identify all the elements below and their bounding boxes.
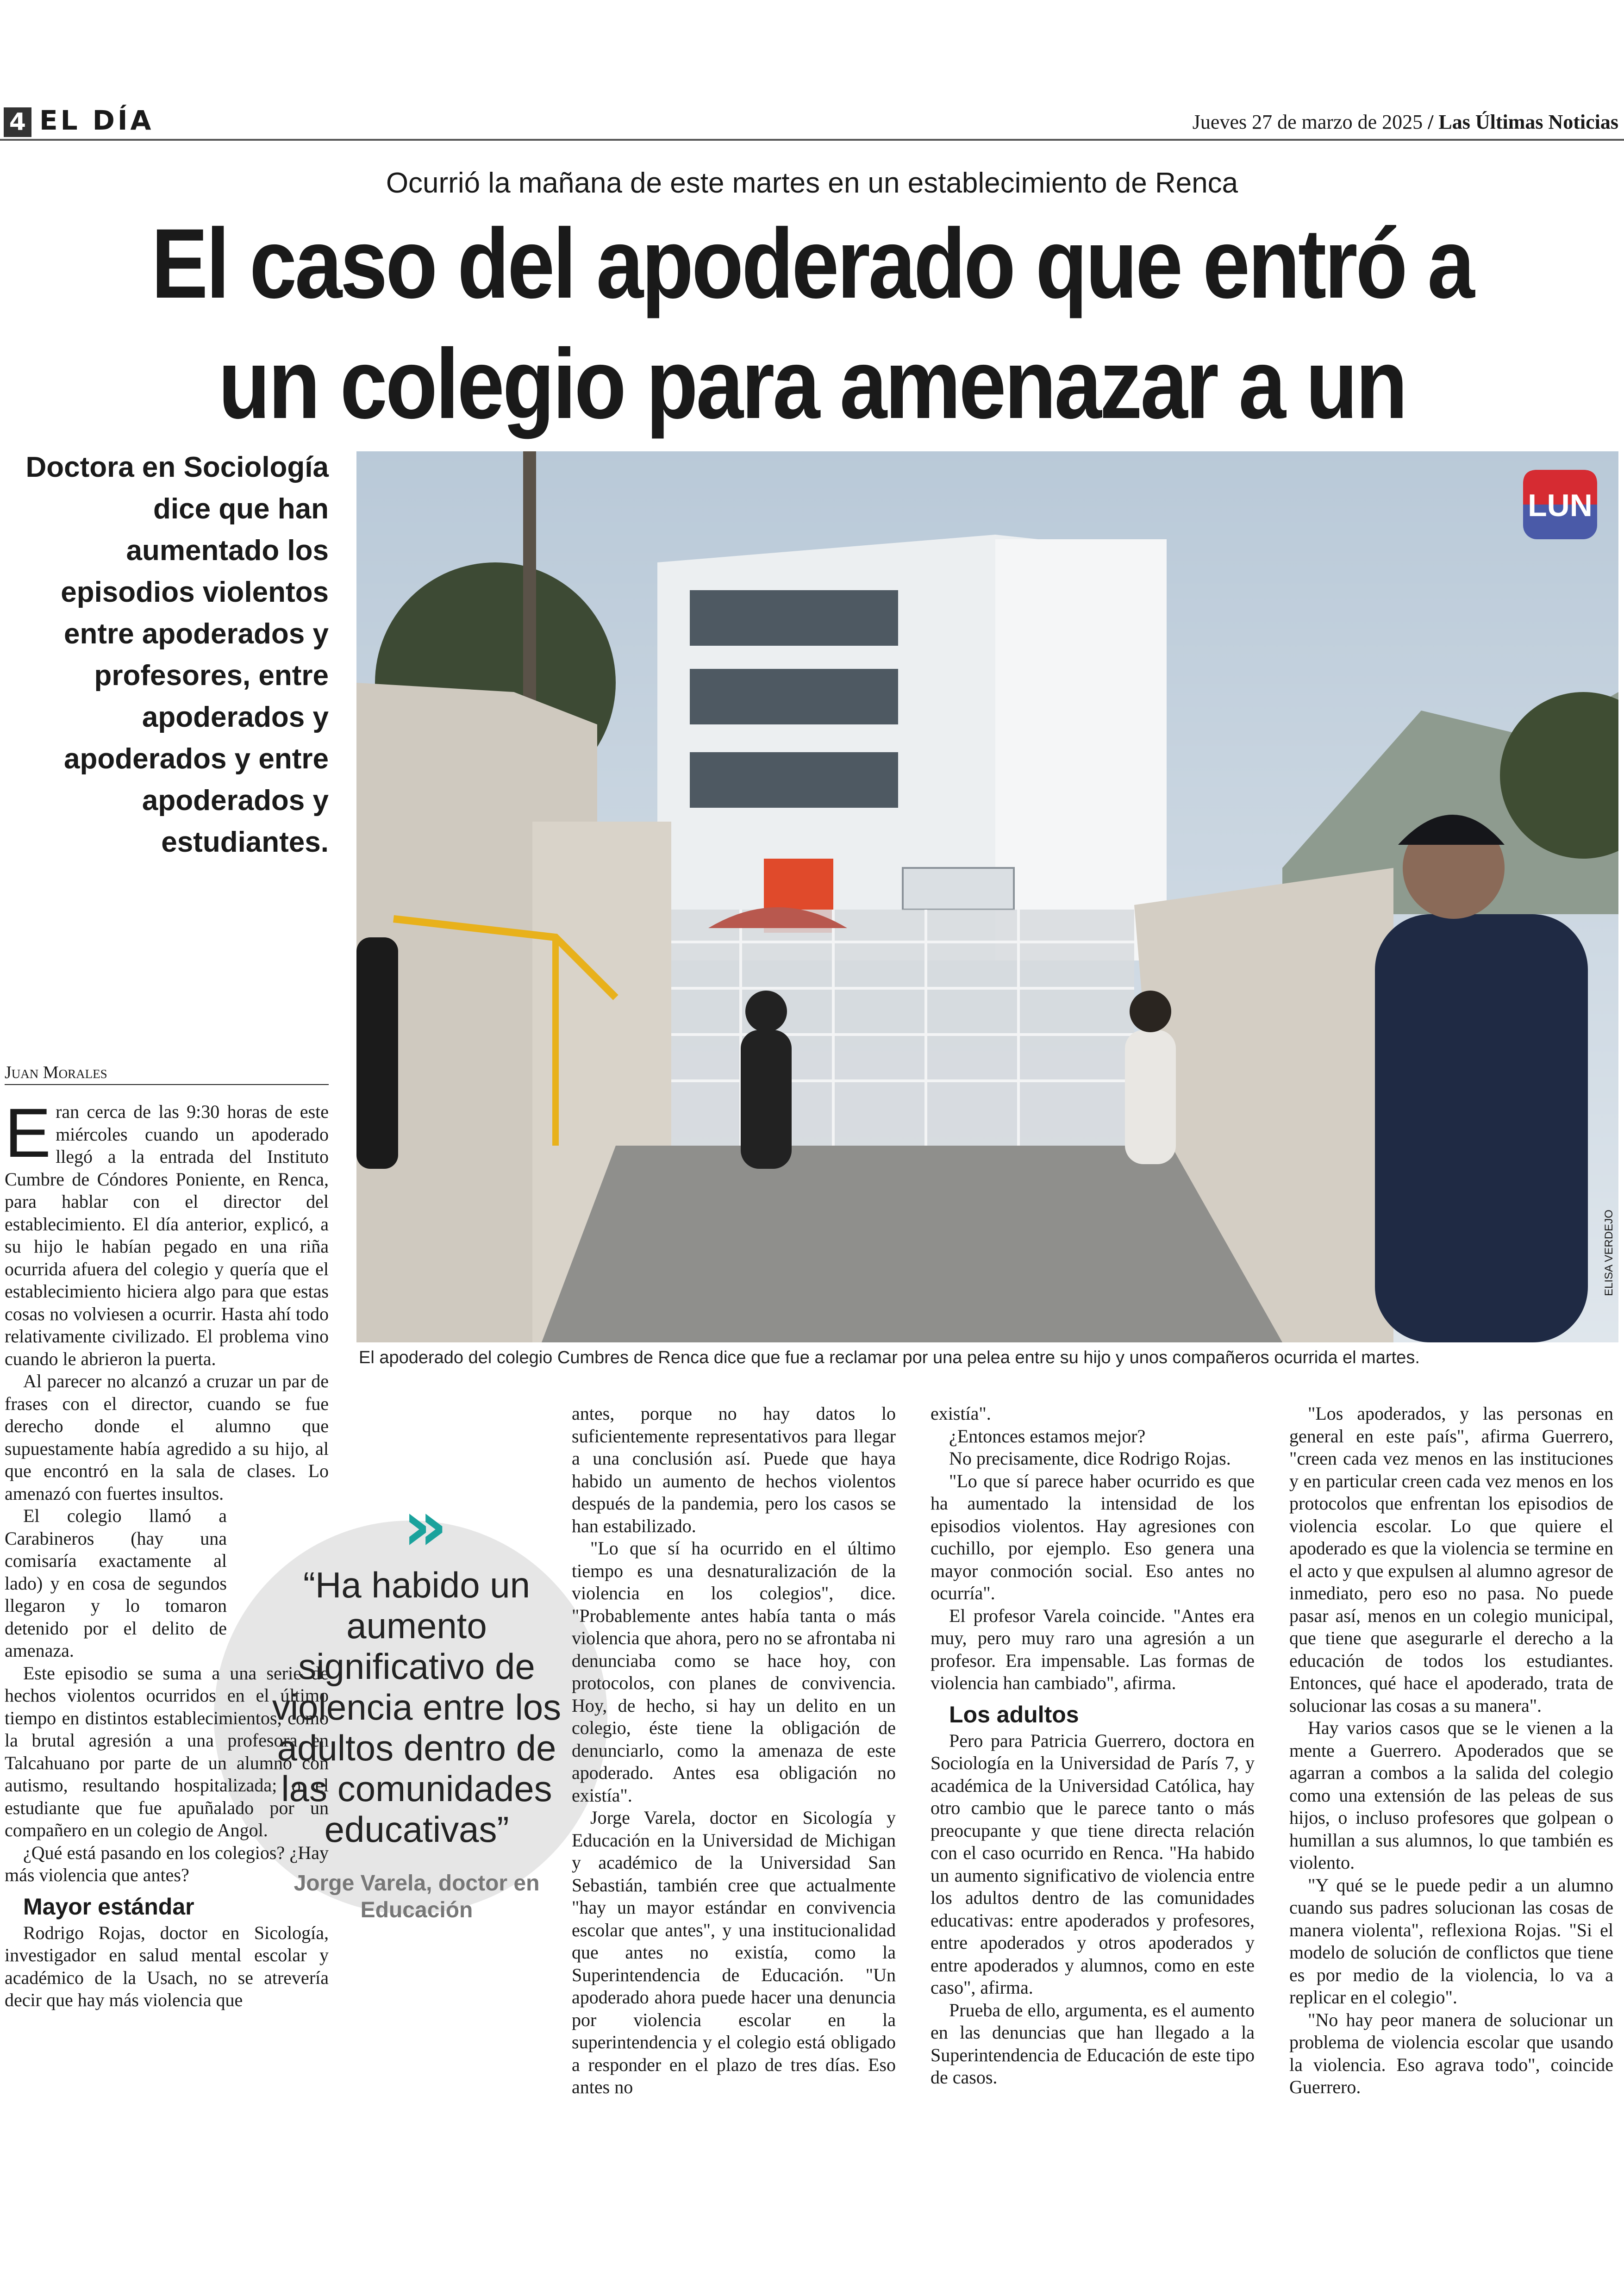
paragraph: Jorge Varela, doctor en Sicología y Educación en la Universidad de Michigan y académico de la Universidad San Sebastián, también cree que actualmente "hay un mayor estándar en convivencia escolar que antes", y una institucionalidad que antes no existía, como la Superintendencia de Educación. "Un apoderado ahora puede hacer una denuncia por violencia escolar en la superintendencia y el colegio está obligado a responder en el plazo de tres días. Eso antes no xyxy=(572,1807,896,2097)
paragraph: "Los apoderados, y las personas en general en este país", afirma Guerrero, "creen cada vez menos en las instituciones y en particular creen cada vez menos en los protocolos que enfrentan los episodios de violencia escolar. Lo que quiere el apoderado es que la violencia se termine en el acto y que expulsen al alumno agresor de inmediato, pero eso no pasa. No puede pasar así, menos en un colegio municipal, que tiene que asegurarle el derecho a la educación de todos los estudiantes. Entonces, qué hace el apoderado, trata de solucionar las cosas a su manera". xyxy=(1289,1403,1613,1716)
kicker: Ocurrió la mañana de este martes en un establecimiento de Renca xyxy=(386,167,1238,199)
lun-logo xyxy=(1523,470,1597,539)
dropcap: E xyxy=(5,1094,51,1172)
byline: Juan Morales xyxy=(5,1063,107,1082)
column-2 xyxy=(572,1403,896,2099)
pullquote-text: “Ha habido un aumento significativo de violencia entre los adultos dentro de las comunidades educativas” xyxy=(272,1565,562,1850)
date: Jueves 27 de marzo de 2025 xyxy=(1192,111,1423,133)
pullquote-author: Jorge Varela, doctor en Educación xyxy=(294,1871,540,1922)
byline-rule xyxy=(5,1084,329,1085)
paragraph: ¿Entonces estamos mejor? xyxy=(949,1425,1146,1447)
paragraph: No precisamente, dice Rodrigo Rojas. xyxy=(949,1448,1231,1469)
column-4 xyxy=(1289,1403,1613,2099)
paragraph: Pero para Patricia Guerrero, doctora en Sociología en la Universidad de París 7, y académica de la Universidad Católica, hay otro cambio que le parece tanto o más preocupante y que tiene directa relación con el caso ocurrido en Renca. "Ha habido un aumento significativo de violencia entre los adultos dentro de las comunidades educativas: entre apoderados y profesores, entre apoderados y otros apoderados y entre apoderados y alumnos, como en este caso", afirma. xyxy=(931,1730,1255,1998)
paragraph: antes, porque no hay datos lo suficientemente representativos para llegar a una conclusión así. Puede que haya habido un aumento de hechos violentos después de la pandemia, pero los casos se han estabilizado. xyxy=(572,1403,896,1536)
paragraph: Prueba de ello, argumenta, es el aumento en las denuncias que han llegado a la Superintendencia de Educación de este tipo de casos. xyxy=(931,1999,1255,2088)
headline: El caso del apoderado que entró a un colegio para amenazar a un xyxy=(151,208,1473,439)
photo-credit: ELISA VERDEJO xyxy=(1603,1210,1615,1296)
paragraph: Eran cerca de las 9:30 horas de este miércoles cuando un apoderado llegó a la entrada del Instituto Cumbre de Cóndores Poniente, en Renca, para hablar con el director del establecimiento. El día anterior, explicó, a su hijo le habían pegado en una riña ocurrida afuera del colegio y quería que el establecimiento hiciera algo para que estas cosas no volviesen a ocurrir. Hasta ahí todo relativamente civilizado. El problema vino cuando le abrieron la puerta. xyxy=(5,1094,329,1369)
paragraph: Este episodio se suma a una serie de hechos violentos ocurridos en el último tiempo en distintos establecimientos, como la brutal agresión a una profesora en Talcahuano por parte de un alumno con autismo, resultando hospitalizada; o el estudiante que fue apuñalado por un compañero en un colegio de Angol. xyxy=(5,1662,329,1840)
school-entrance-illustration xyxy=(356,451,1618,1342)
paragraph: existía". xyxy=(931,1403,991,1424)
subheading: Los adultos xyxy=(949,1701,1079,1727)
deck: Doctora en Sociología dice que han aumentado los episodios violentos entre apoderados y profesores, entre apoderados y apoderados y entre apoderados y estudiantes. xyxy=(25,451,329,858)
section-title: EL DÍA xyxy=(39,105,154,136)
paragraph: "Lo que sí parece haber ocurrido es que ha aumentado la intensidad de los episodios violentos. Hay agresiones con cuchillo, por ejemplo. Eso genera una mayor conmoción social. Eso antes no ocurría". xyxy=(931,1470,1255,1603)
logo-text: LUN xyxy=(1528,488,1593,523)
photo-caption: El apoderado del colegio Cumbres de Renca dice que fue a reclamar por una pelea entre su hijo y unos compañeros ocurrida el martes. xyxy=(359,1348,1420,1367)
dateline: Jueves 27 de marzo de 2025 / Las Últimas Noticias xyxy=(1192,111,1618,133)
paragraph: ¿Qué está pasando en los colegios? ¿Hay más violencia que antes? xyxy=(5,1842,329,1885)
column-3 xyxy=(931,1403,1255,2089)
paragraph: El profesor Varela coincide. "Antes era muy, pero muy raro una agresión a un profesor. Era impensable. Las formas de violencia han cambiado", afirma. xyxy=(931,1605,1255,1693)
article-photo xyxy=(356,451,1618,1342)
paragraph: El colegio llamó a Carabineros (hay una comisaría exactamente al lado) y en cosa de segundos llegaron y lo tomaron detenido por el delito de amenaza. xyxy=(5,1505,227,1661)
paragraph: "Lo que sí ha ocurrido en el último tiempo es una desnaturalización de la violencia en los colegios", dice. "Probablemente antes había tanta o más violencia que ahora, pero no se afrontaba ni denunciaba como se hace hoy, con protocolos, con planes de convivencia. Hoy, de hecho, si hay un delito en un colegio, éste tiene la obligación de denunciarlo, como la amenaza de este apoderado. Antes esa obligación no existía". xyxy=(572,1538,896,1806)
paragraph: "Y qué se le puede pedir a un alumno cuando sus padres solucionan las cosas de manera violenta", reflexiona Rojas. "Si el modelo de solución de conflictos que tiene es por medio de la violencia, lo va a replicar en el colegio". xyxy=(1289,1874,1613,2008)
page-number: 4 xyxy=(4,107,31,137)
quote-chevron-icon: » xyxy=(403,1486,448,1566)
paragraph: Rodrigo Rojas, doctor en Sicología, investigador en salud mental escolar y académico de la Usach, no se atrevería decir que hay más violencia que xyxy=(5,1922,329,2010)
paragraph: Hay varios casos que se le vienen a la mente a Guerrero. Apoderados que se agarran a combos a la salida del colegio como una extensión de las peleas de sus hijos, o incluso profesores que golpean o humillan a sus alumnos, lo que también es violento. xyxy=(1289,1717,1613,1873)
subheading: Mayor estándar xyxy=(23,1893,194,1920)
publication-name: Las Últimas Noticias xyxy=(1438,111,1618,133)
paragraph: Al parecer no alcanzó a cruzar un par de frases con el director, cuando se fue derecho donde el alumno que supuestamente había agredido a su hijo, al que encontró en la sala de clases. Lo amenazó con fuertes insultos. xyxy=(5,1371,329,1504)
header-rule xyxy=(0,139,1624,141)
paragraph: "No hay peor manera de solucionar un problema de violencia escolar que usando la violencia. Eso agrava todo", coincide Guerrero. xyxy=(1289,2009,1613,2097)
